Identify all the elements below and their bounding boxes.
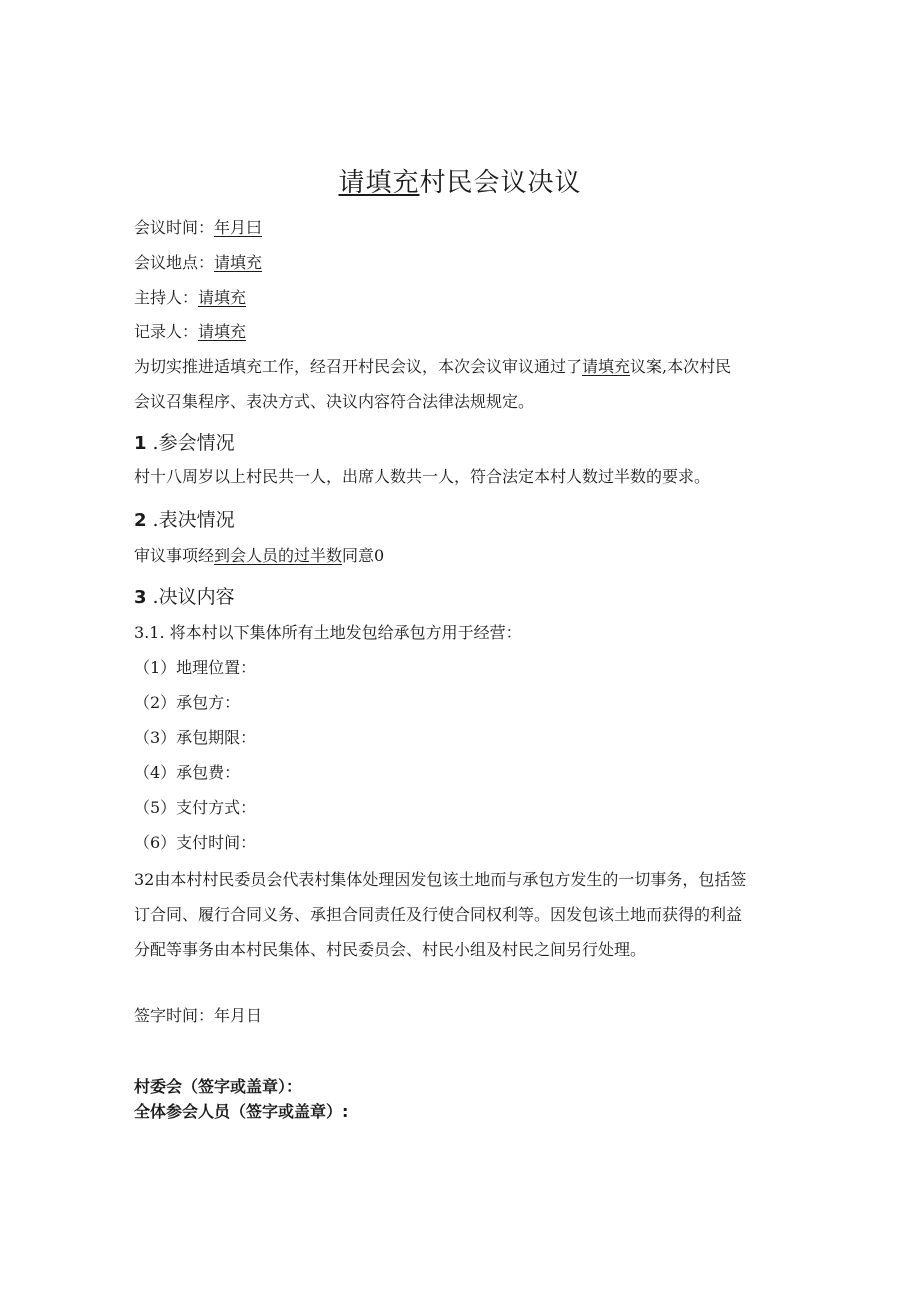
section-2-number: 2 [134, 510, 147, 531]
recorder-label: 记录人： [134, 322, 199, 341]
title-text: 村民会议决议 [419, 168, 582, 198]
intro-fill-field: 请填充 [582, 357, 631, 376]
meeting-time-row [134, 217, 262, 239]
intro-text: 为切实推进适填充工作，经召开村民会议，本次会议审议通过了 [134, 357, 583, 376]
host-value: 请填充 [198, 288, 247, 307]
meeting-time-value: 年月曰 [214, 218, 263, 237]
intro-text-end: 议案,本次村民 [630, 357, 732, 376]
intro-line-1 [134, 356, 731, 378]
section-2-title: .表决情况 [152, 509, 235, 531]
section-2-text-a: 审议事项经 [134, 546, 215, 565]
sub-item-6: （6）支付时间： [134, 833, 257, 852]
section-2-text-underlined: 到会人员的过半数 [214, 546, 343, 565]
section-3-number: 3 [134, 587, 147, 608]
section-2-text-b: 同意0 [342, 546, 385, 565]
sub-item-5: （5）支付方式： [134, 798, 257, 817]
meeting-place-row [134, 252, 262, 274]
recorder-value: 请填充 [198, 322, 247, 341]
recorder-row [134, 321, 246, 343]
section-1-number: 1 [134, 433, 147, 454]
section-2-text [134, 545, 384, 567]
meeting-place-value: 请填充 [214, 253, 263, 272]
sub-item-3: （3）承包期限： [134, 728, 257, 747]
host-label: 主持人： [134, 288, 199, 307]
section-1-text: 村十八周岁以上村民共一人，出席人数共一人，符合法定本村人数过半数的要求。 [134, 467, 711, 486]
sub-item-4: （4）承包费： [134, 763, 241, 782]
section-2-heading [134, 507, 235, 534]
section-3-heading [134, 584, 235, 611]
meeting-place-label: 会议地点： [134, 253, 215, 272]
sign-time: 签字时间：年月日 [134, 1006, 263, 1025]
village-committee-signature: 村委会（签字或盖章）： [134, 1077, 303, 1096]
item-3-1: 3.1. 将本村以下集体所有土地发包给承包方用于经营： [134, 623, 522, 642]
document-title [0, 163, 920, 203]
item-3-2-line-2: 订合同、履行合同义务、承担合同责任及行使合同权利等。因发包该土地而获得的利益 [134, 905, 743, 924]
host-row [134, 287, 246, 309]
sub-item-1: （1）地理位置： [134, 658, 257, 677]
section-3-title: .决议内容 [152, 586, 235, 608]
intro-line-2: 会议召集程序、表决方式、决议内容符合法律法规规定。 [134, 392, 535, 411]
sub-item-2: （2）承包方： [134, 693, 241, 712]
section-1-heading [134, 430, 235, 457]
meeting-time-label: 会议时间： [134, 218, 215, 237]
all-attendees-signature: 全体参会人员（签字或盖章）: [134, 1102, 349, 1121]
item-3-2-line-1: 32由本村村民委员会代表村集体处理因发包该土地而与承包方发生的一切事务，包括签 [134, 870, 747, 889]
section-1-title: .参会情况 [152, 432, 235, 454]
item-3-2-line-3: 分配等事务由本村民集体、村民委员会、村民小组及村民之间另行处理。 [134, 940, 647, 959]
title-fill-field: 请填充 [338, 168, 420, 198]
